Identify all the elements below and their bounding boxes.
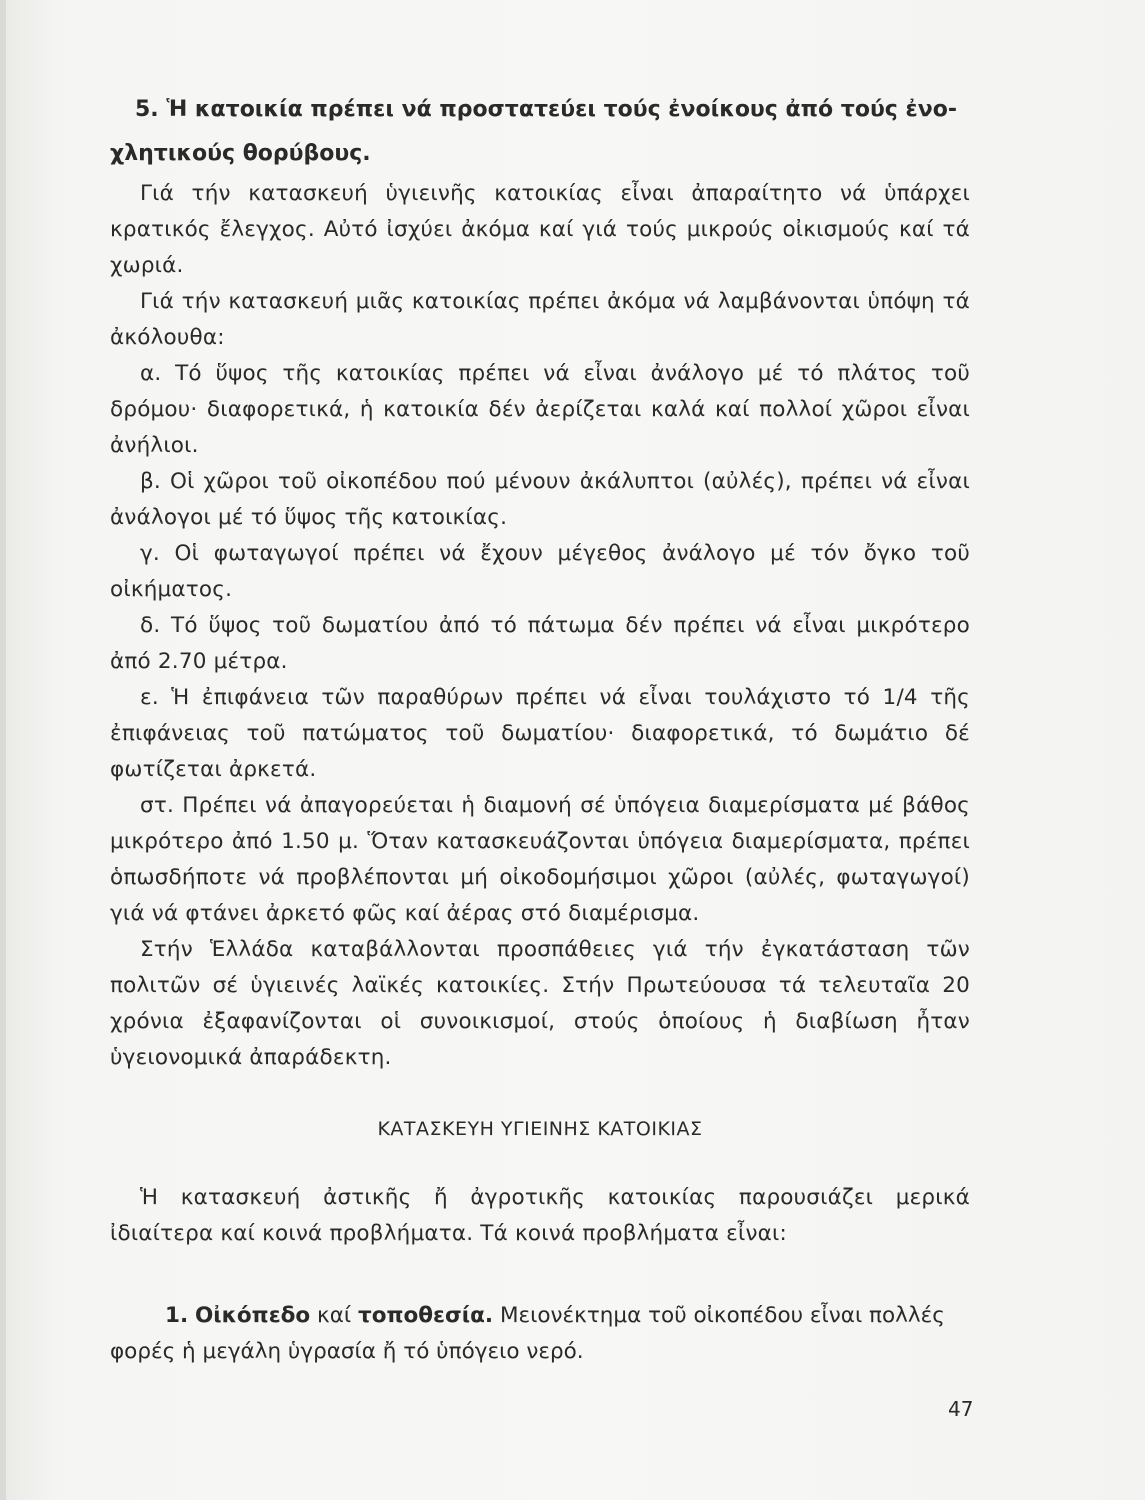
paragraph-greece: Στήν Ἑλλάδα καταβάλλονται προσπάθειες γιά τήν ἐγκατάσταση τῶν πολιτῶν σέ ὑγιεινές λαϊκές κατοικίες. Στήν Πρωτεύουσα τά τελευταῖα 20 χρόνια ἐξαφανίζονται οἱ συνοικισμοί, στούς ὁποίους ἡ διαβίωση ἦταν ὑγειονομικά ἀπαράδεκτη. — [110, 937, 970, 1070]
page-number: 47 — [948, 1397, 974, 1421]
item-1-term2: τοποθεσία. — [358, 1303, 494, 1328]
list-item-a: α. Τό ὕψος τῆς κατοικίας πρέπει νά εἶναι ἀνάλογο μέ τό πλάτος τοῦ δρόμου· διαφορετικά, ἡ κατοικία δέν ἀερίζεται καλά καί πολλοί χῶροι εἶναι ἀνήλιοι. — [110, 361, 970, 458]
section-title: ΚΑΤΑΣΚΕΥΗ ΥΓΙΕΙΝΗΣ ΚΑΤΟΙΚΙΑΣ — [377, 1118, 703, 1140]
spacer — [110, 1252, 970, 1298]
item-1-text: Μειονέκτημα τοῦ οἰκοπέδου εἶναι πολλές φορές ἡ μεγάλη ὑγρασία ἤ τό ὑπόγειο νερό. — [110, 1303, 945, 1364]
list-item-d: δ. Τό ὕψος τοῦ δωματίου ἀπό τό πάτωμα δέν πρέπει νά εἶναι μικρότερο ἀπό 2.70 μέτρα. — [110, 613, 970, 674]
subheading-5-line1: 5. Ἡ κατοικία πρέπει νά προστατεύει τούς ἐνοίκους ἀπό τούς ἐνο- — [135, 97, 957, 122]
item-1-term1: Οἰκόπεδο — [194, 1303, 311, 1328]
paragraph-state-control: Γιά τήν κατασκευή ὑγιεινῆς κατοικίας εἶναι ἀπαραίτητο νά ὑπάρχει κρατικός ἔλεγχος. Αὐτό ἰσχύει ἀκόμα καί γιά τούς μικρούς οἰκισμούς καί τά χωριά. — [110, 181, 970, 278]
numbered-item-1 — [110, 1298, 970, 1370]
list-item-e: ε. Ἡ ἐπιφάνεια τῶν παραθύρων πρέπει νά εἶναι τουλάχιστο τό 1/4 τῆς ἐπιφάνειας τοῦ πατώματος τοῦ δωματίου· διαφορετικά, τό δωμάτιο δέ φωτίζεται ἀρκετά. — [110, 685, 970, 782]
paragraph-intro: Ἡ κατασκευή ἀστικῆς ἤ ἀγροτικῆς κατοικίας παρουσιάζει μερικά ἰδιαίτερα καί κοινά προβλήματα. Τά κοινά προβλήματα εἶναι: — [110, 1185, 970, 1246]
subheading-5 — [110, 88, 970, 176]
list-item-st: στ. Πρέπει νά ἀπαγορεύεται ἡ διαμονή σέ ὑπόγεια διαμερίσματα μέ βάθος μικρότερο ἀπό 1.50 μ. Ὅταν κατασκευάζονται ὑπόγεια διαμερίσματα, πρέπει ὁπωσδήποτε νά προβλέπονται μή οἰκοδομήσιμοι χῶροι (αὐλές, φωταγωγοί) γιά νά φτάνει ἀρκετό φῶς καί ἀέρας στό διαμέρισμα. — [110, 793, 970, 926]
text-column — [110, 88, 970, 1370]
scan-edge — [0, 0, 6, 1500]
list-item-g: γ. Οἱ φωταγωγοί πρέπει νά ἔχουν μέγεθος ἀνάλογο μέ τόν ὄγκο τοῦ οἰκήματος. — [110, 541, 970, 602]
subheading-5-line2: χλητικούς θορύβους. — [110, 141, 371, 166]
list-item-b: β. Οἱ χῶροι τοῦ οἰκοπέδου πού μένουν ἀκάλυπτοι (αὐλές), πρέπει νά εἶναι ἀνάλογοι μέ τό ὕψος τῆς κατοικίας. — [110, 469, 970, 530]
item-1-conj: καί — [317, 1303, 352, 1328]
item-1-number: 1. — [165, 1303, 189, 1328]
paragraph-considerations: Γιά τήν κατασκευή μιᾶς κατοικίας πρέπει ἀκόμα νά λαμβάνονται ὑπόψη τά ἀκόλουθα: — [110, 289, 970, 350]
